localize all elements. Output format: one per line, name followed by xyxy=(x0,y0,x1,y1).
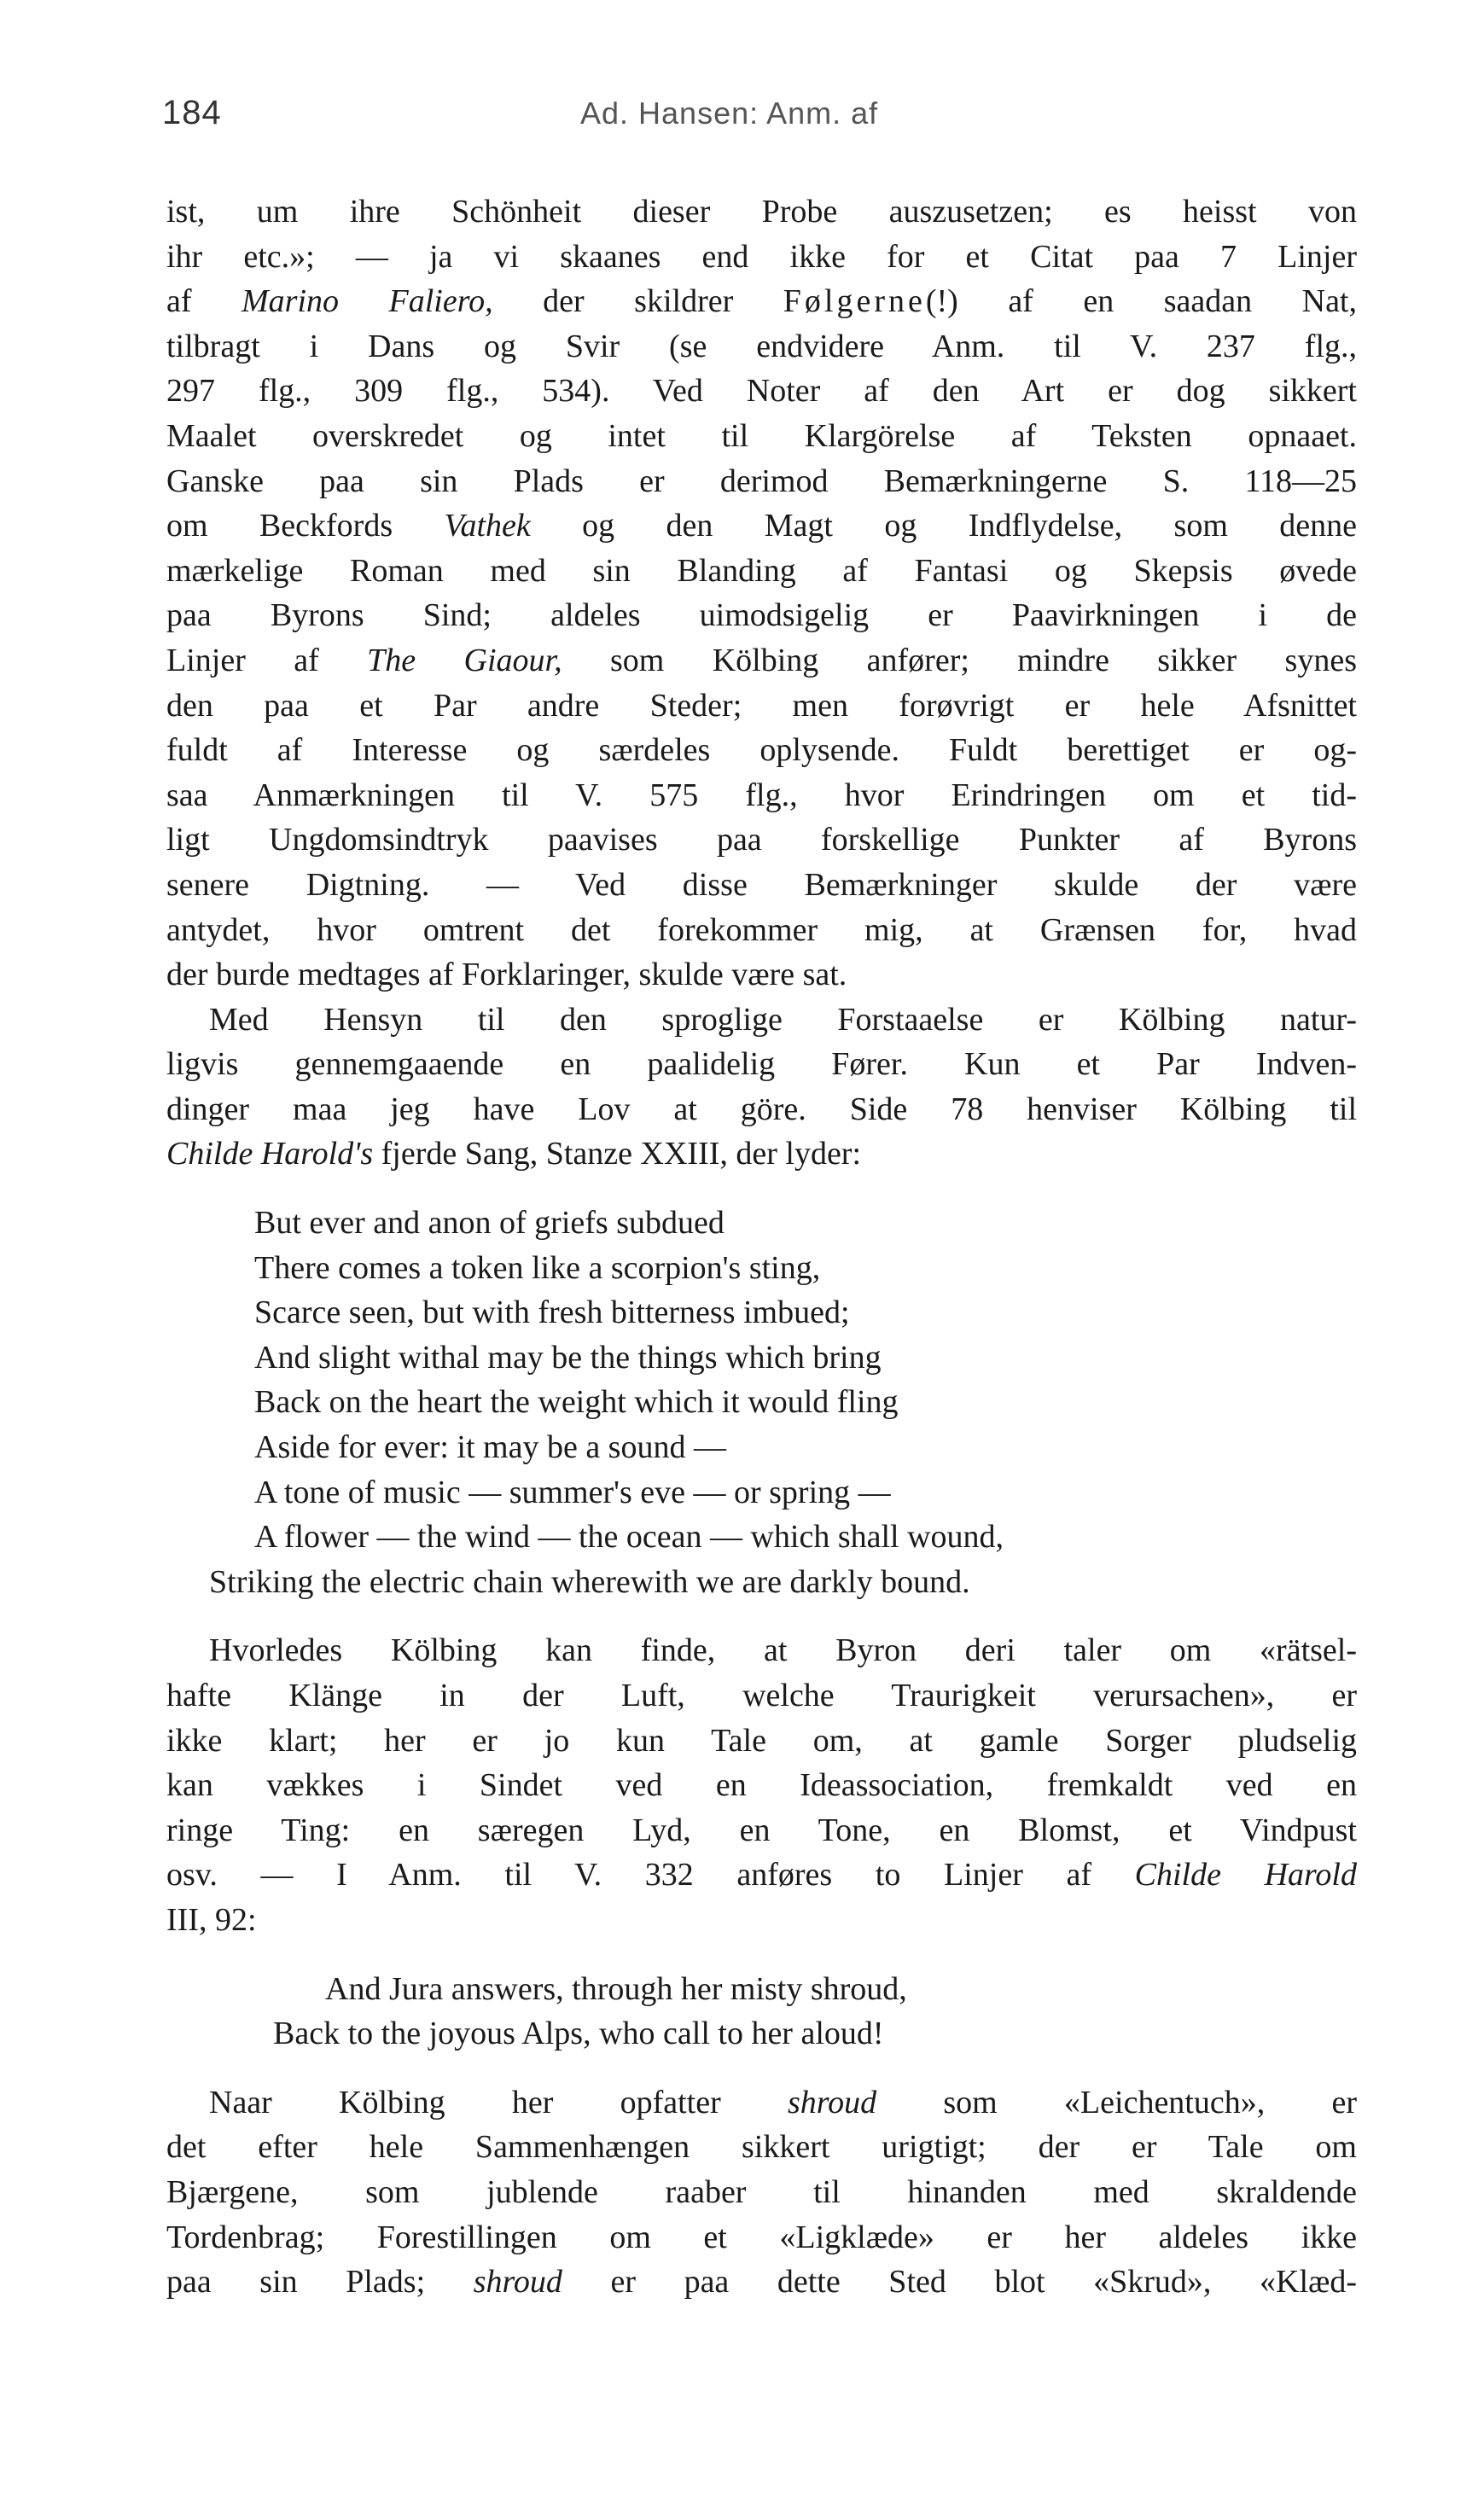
text-line: antydet, hvor omtrent det forekommer mig, at Grænsen for, hvad xyxy=(166,911,1357,948)
verse-line: A flower — the wind — the ocean — which shall wound, xyxy=(254,1519,1004,1556)
text-line: der burde medtages af Forklaringer, skulde være sat. xyxy=(166,957,847,993)
text-span: paa sin Plads; xyxy=(166,2264,474,2301)
text-line: dinger maa jeg have Lov at göre. Side 78 henviser Kölbing til xyxy=(166,1091,1357,1127)
text-line xyxy=(166,1853,1357,1898)
paragraph-1 xyxy=(166,189,1357,998)
page-number: 184 xyxy=(162,94,222,131)
text-line: Maalet overskredet og intet til Klargörelse af Teksten opnaaet. xyxy=(166,417,1357,454)
text-line: kan vækkes i Sindet ved en Ideassociation, fremkaldt ved en xyxy=(166,1767,1357,1804)
text-line xyxy=(166,1132,1357,1177)
text-line: III, 92: xyxy=(166,1901,257,1938)
text-span: Linjer af xyxy=(166,642,368,678)
work-title-marino-faliero: Marino Faliero, xyxy=(242,283,493,320)
text-span: er paa dette Sted blot «Skrud», «Klæd- xyxy=(562,2264,1357,2301)
verse-line: Back on the heart the weight which it would fling xyxy=(254,1384,899,1421)
text-line: paa Byrons Sind; aldeles uimodsigelig er Paavirkningen i de xyxy=(166,597,1357,634)
text-span: osv. — I Anm. til V. 332 anføres to Linjer af xyxy=(166,1857,1135,1894)
italic-word-shroud: shroud xyxy=(787,2084,877,2120)
text-span: som Kölbing anfører; mindre sikker synes xyxy=(562,642,1358,678)
verse-line: But ever and anon of griefs subdued xyxy=(254,1205,725,1242)
text-line: saa Anmærkningen til V. 575 flg., hvor Erindringen om et tid- xyxy=(166,777,1357,813)
text-line: 297 flg., 309 flg., 534). Ved Noter af den Art er dog sikkert xyxy=(166,373,1357,410)
text-line: Hvorledes Kölbing kan finde, at Byron deri taler om «rätsel- xyxy=(209,1632,1357,1669)
text-line xyxy=(166,2080,1357,2126)
text-line: ligt Ungdomsindtryk paavises paa forskellige Punkter af Byrons xyxy=(166,822,1357,858)
text-line: den paa et Par andre Steder; men forøvrigt er hele Afsnittet xyxy=(166,687,1357,724)
text-line: Ganske paa sin Plads er derimod Bemærkningerne S. 118—25 xyxy=(166,462,1357,499)
verse-line: And slight withal may be the things which bring xyxy=(254,1339,882,1376)
text-line: ringe Ting: en særegen Lyd, en Tone, en Blomst, et Vindpust xyxy=(166,1812,1357,1848)
text-span: af xyxy=(166,283,242,320)
text-line: senere Digtning. — Ved disse Bemærkninger skulde der være xyxy=(166,866,1357,903)
text-span: om Beckfords xyxy=(166,508,445,544)
running-head xyxy=(162,94,1357,137)
text-line: tilbragt i Dans og Svir (se endvidere Anm. til V. 237 flg., xyxy=(166,328,1357,364)
text-line: ihr etc.»; — ja vi skaanes end ikke for et Citat paa 7 Linjer xyxy=(166,238,1357,275)
text-line xyxy=(166,279,1357,324)
work-title-giaour: The Giaour, xyxy=(367,642,562,678)
text-span: (!) af en saadan Nat, xyxy=(925,283,1357,320)
spaced-word: Følgerne xyxy=(783,283,926,320)
paragraph-4 xyxy=(166,2080,1357,2305)
text-line: Med Hensyn til den sproglige Forstaaelse er Kölbing natur- xyxy=(209,1001,1357,1038)
verse-line: Scarce seen, but with fresh bitterness imbued; xyxy=(254,1294,850,1331)
text-line xyxy=(166,638,1357,684)
verse-line: And Jura answers, through her misty shroud, xyxy=(325,1970,907,2007)
text-line: fuldt af Interesse og særdeles oplysende. Fuldt berettiget er og- xyxy=(166,732,1357,769)
verse-line: A tone of music — summer's eve — or spring — xyxy=(254,1474,891,1510)
verse-line: Striking the electric chain wherewith we are darkly bound. xyxy=(209,1563,970,1600)
text-span: og den Magt og Indflydelse, som denne xyxy=(530,508,1357,544)
text-line: ligvis gennemgaaende en paalidelig Fører. Kun et Par Indven- xyxy=(166,1046,1357,1083)
text-span: der skildrer xyxy=(492,283,783,320)
text-line: ist, um ihre Schönheit dieser Probe auszusetzen; es heisst von xyxy=(166,194,1357,230)
verse-line: There comes a token like a scorpion's sting, xyxy=(254,1249,821,1286)
running-title: Ad. Hansen: Anm. af xyxy=(580,96,879,131)
text-span: Naar Kölbing her opfatter xyxy=(209,2084,788,2120)
text-line: Tordenbrag; Forestillingen om et «Ligklæde» er her aldeles ikke xyxy=(166,2219,1357,2255)
text-line: mærkelige Roman med sin Blanding af Fantasi og Skepsis øvede xyxy=(166,552,1357,589)
text-line: det efter hele Sammenhængen sikkert urigtigt; der er Tale om xyxy=(166,2129,1357,2166)
text-line: ikke klart; her er jo kun Tale om, at gamle Sorger pludselig xyxy=(166,1722,1357,1759)
text-line xyxy=(166,503,1357,549)
work-title-childe-harold: Childe Harold's xyxy=(166,1136,374,1172)
verse-line: Back to the joyous Alps, who call to her aloud! xyxy=(273,2016,884,2052)
verse-quotation-2 xyxy=(166,1967,1357,2057)
text-span: fjerde Sang, Stanze XXIII, der lyder: xyxy=(373,1136,862,1172)
verse-quotation-1 xyxy=(166,1201,1357,1604)
text-line xyxy=(166,2260,1357,2305)
work-title-childe-harold: Childe Harold xyxy=(1134,1857,1357,1894)
work-title-vathek: Vathek xyxy=(444,508,531,544)
text-line: hafte Klänge in der Luft, welche Traurigkeit verursachen», er xyxy=(166,1678,1357,1713)
body-text xyxy=(166,189,1357,2305)
paragraph-2 xyxy=(166,998,1357,1177)
italic-word-shroud: shroud xyxy=(473,2264,562,2301)
paragraph-3 xyxy=(166,1628,1357,1942)
text-span: som «Leichentuch», er xyxy=(876,2084,1357,2120)
text-line: Bjærgene, som jublende raaber til hinanden med skraldende xyxy=(166,2173,1357,2210)
verse-line: Aside for ever: it may be a sound — xyxy=(254,1429,726,1466)
